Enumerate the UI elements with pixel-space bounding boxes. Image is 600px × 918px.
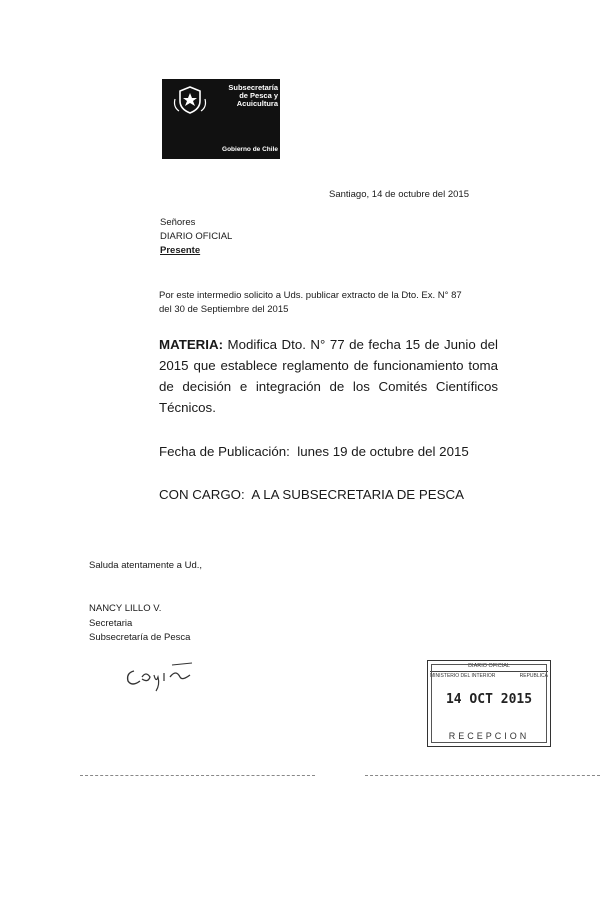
publication-label: Fecha de Publicación: [159, 444, 290, 459]
shield-icon [171, 85, 209, 115]
charge-value: A LA SUBSECRETARIA DE PESCA [251, 487, 464, 502]
scan-line-left [80, 775, 315, 776]
stamp-right: REPUBLICA [519, 673, 548, 679]
handwritten-initials [120, 655, 200, 695]
recipient-name: DIARIO OFICIAL [160, 231, 233, 242]
intro-line-1: Por este intermedio solicito a Uds. publicar extracto de la Dto. Ex. N° 87 [159, 290, 462, 301]
stamp-header: DIARIO OFICIAL [468, 663, 510, 669]
materia-text: Modifica Dto. N° 77 de fecha 15 de Junio del 2015 que establece reglamento de funcionamiento toma de decisión e integración de los Comités Científicos Técnicos. [159, 337, 498, 415]
signer-name: NANCY LILLO V. [89, 603, 162, 614]
signer-role: Secretaria [89, 618, 133, 629]
stamp-label: RECEPCION [448, 731, 530, 741]
intro-line-2: del 30 de Septiembre del 2015 [159, 304, 289, 315]
stamp-date: 14 OCT 2015 [445, 692, 533, 707]
scan-line-right [365, 775, 600, 776]
materia-paragraph [159, 334, 498, 418]
signer-org: Subsecretaría de Pesca [89, 632, 191, 643]
materia-label: MATERIA: [159, 337, 224, 352]
closing: Saluda atentamente a Ud., [89, 560, 203, 571]
logo-footer: Gobierno de Chile [222, 146, 278, 153]
logo-text: Subsecretaría de Pesca y Acuicultura [228, 83, 278, 108]
charge-row [159, 484, 464, 505]
recipient-title: Señores [160, 217, 196, 228]
government-logo [162, 79, 280, 159]
publication-date-row [159, 441, 469, 462]
stamp-left: MINISTERIO DEL INTERIOR [430, 673, 496, 679]
place-date: Santiago, 14 de octubre del 2015 [329, 189, 469, 200]
charge-label: CON CARGO: [159, 487, 245, 502]
recipient-presente: Presente [160, 245, 201, 256]
reception-stamp [427, 660, 551, 747]
publication-value: lunes 19 de octubre del 2015 [297, 444, 469, 459]
